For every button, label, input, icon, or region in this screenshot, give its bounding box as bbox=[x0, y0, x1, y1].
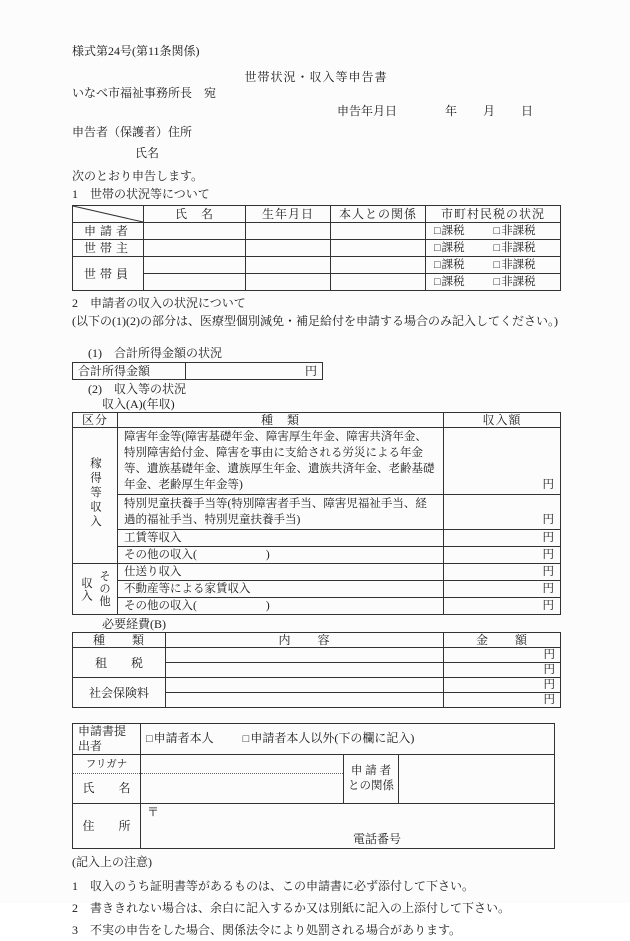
member1-tax-cell bbox=[426, 257, 561, 274]
income-row bbox=[73, 598, 561, 615]
expense-detail-cell[interactable] bbox=[166, 663, 444, 678]
form-title: 世帯状況・収入等申告書 bbox=[244, 70, 388, 84]
section2-heading: 2 申請者の収入の状況について bbox=[72, 296, 246, 310]
member2-birthdate-cell[interactable] bbox=[246, 274, 331, 291]
address-label: 住 所 bbox=[73, 804, 141, 849]
relation-to-applicant-label: 申 請 者 との関係 bbox=[344, 755, 399, 804]
amount-cell[interactable] bbox=[444, 678, 561, 693]
amount-cell[interactable] bbox=[444, 495, 561, 530]
income-header-row bbox=[73, 413, 561, 428]
amount-cell[interactable] bbox=[444, 663, 561, 678]
section2-note: (以下の(1)(2)の部分は、医療型個別減免・補足給付を申請する場合のみ記入してください。) bbox=[72, 314, 558, 328]
expense-table bbox=[72, 632, 561, 708]
intro-text: 次のとおり申告します。 bbox=[72, 169, 204, 183]
expense-row bbox=[73, 648, 561, 663]
applicant-tax-cell bbox=[426, 223, 561, 240]
income-row bbox=[73, 530, 561, 547]
taxable-checkbox[interactable] bbox=[434, 276, 465, 288]
checkbox-icon: □ bbox=[242, 733, 250, 745]
amount-cell[interactable] bbox=[444, 598, 561, 615]
date-year-label: 年 bbox=[445, 104, 458, 118]
col-header-birthdate: 生年月日 bbox=[246, 206, 331, 223]
nontaxable-label: 非課税 bbox=[501, 242, 536, 254]
notes-heading: (記入上の注意) bbox=[72, 855, 152, 869]
declarant-address-label: 申告者（保護者）住所 bbox=[72, 125, 193, 139]
member1-name-cell[interactable] bbox=[144, 257, 246, 274]
yen-unit: 円 bbox=[543, 694, 555, 706]
taxable-label: 課税 bbox=[441, 259, 465, 271]
col-header-name: 氏 名 bbox=[144, 206, 246, 223]
member1-relation-cell[interactable] bbox=[331, 257, 426, 274]
household-header-row bbox=[73, 206, 561, 223]
date-label: 申告年月日 bbox=[337, 104, 398, 118]
income-type-wages: 工賃等収入 bbox=[118, 530, 444, 547]
submitter-row bbox=[73, 724, 555, 755]
submitter-label: 申請書提出者 bbox=[73, 724, 141, 755]
addressee: いなべ市福祉事務所長 宛 bbox=[72, 86, 217, 100]
expense-detail-cell[interactable] bbox=[166, 678, 444, 693]
amount-cell[interactable] bbox=[444, 530, 561, 547]
member2-relation-cell[interactable] bbox=[331, 274, 426, 291]
checkbox-icon: □ bbox=[493, 259, 501, 271]
checkbox-icon: □ bbox=[434, 225, 441, 237]
diagonal-line-icon bbox=[73, 206, 143, 222]
household-head-tax-cell bbox=[426, 240, 561, 257]
nontaxable-checkbox[interactable] bbox=[494, 276, 536, 288]
submitter-address-row bbox=[73, 804, 555, 849]
earned-income-group-label: 稼得等収入 bbox=[73, 428, 118, 564]
form-number: 様式第24号(第11条関係) bbox=[72, 44, 200, 58]
checkbox-icon: □ bbox=[493, 225, 501, 237]
taxable-label: 課税 bbox=[441, 225, 465, 237]
applicant-relation-cell[interactable] bbox=[331, 223, 426, 240]
yen-unit: 円 bbox=[304, 364, 317, 378]
income-a-label: 収入(A)(年収) bbox=[102, 397, 175, 411]
sub2-heading: (2) 収入等の状況 bbox=[88, 382, 186, 396]
expense-detail-cell[interactable] bbox=[166, 648, 444, 663]
date-day-label: 日 bbox=[521, 104, 534, 118]
household-member-row bbox=[73, 257, 561, 274]
amount-cell[interactable] bbox=[444, 547, 561, 564]
name-input-area[interactable] bbox=[141, 774, 343, 803]
checkbox-icon: □ bbox=[493, 242, 501, 254]
income-type-other-earned[interactable]: その他の収入( ) bbox=[118, 547, 444, 564]
declarant-name-label: 氏名 bbox=[135, 146, 160, 160]
col-header-relation: 本人との関係 bbox=[331, 206, 426, 223]
declaration-date-line bbox=[337, 104, 560, 118]
yen-unit: 円 bbox=[542, 600, 554, 612]
amount-cell[interactable] bbox=[444, 581, 561, 598]
other-income-group-label: 収入 その他 bbox=[73, 564, 118, 615]
household-table bbox=[72, 205, 561, 291]
expenses-b-label: 必要経費(B) bbox=[102, 617, 166, 631]
yen-unit: 円 bbox=[543, 679, 555, 691]
nontaxable-label: 非課税 bbox=[501, 259, 536, 271]
amount-cell[interactable] bbox=[444, 693, 561, 708]
nontaxable-checkbox[interactable] bbox=[494, 259, 536, 271]
yen-unit: 円 bbox=[542, 583, 554, 595]
furigana-input-area[interactable] bbox=[141, 755, 343, 774]
applicant-row-label: 申請者 bbox=[73, 223, 144, 240]
income-type-disability-pension: 障害年金等(障害基礎年金、障害厚生年金、障害共済年金、特別障害給付金、障害を事由に支給される労災による年金等、遺族基礎年金、遺族厚生年金、遺族共済年金、老齢基礎年金、老齢厚生年金等) bbox=[118, 428, 444, 495]
postal-mark: 〒 bbox=[147, 805, 160, 819]
yen-unit: 円 bbox=[542, 514, 554, 526]
col-header-type: 種 類 bbox=[118, 413, 444, 428]
total-income-label: 合計所得金額 bbox=[73, 363, 186, 380]
note-item: 3 不実の申告をした場合、関係法令により処罰される場合があります。 bbox=[72, 923, 462, 937]
household-head-name-cell[interactable] bbox=[144, 240, 246, 257]
income-row bbox=[73, 564, 561, 581]
total-income-table bbox=[72, 362, 323, 380]
col-header-amount: 収入額 bbox=[444, 413, 561, 428]
household-head-birthdate-cell[interactable] bbox=[246, 240, 331, 257]
checkbox-icon: □ bbox=[434, 259, 441, 271]
member2-tax-cell bbox=[426, 274, 561, 291]
taxable-label: 課税 bbox=[441, 242, 465, 254]
col-header-amount: 金 額 bbox=[444, 633, 561, 648]
total-income-amount-cell[interactable] bbox=[186, 363, 323, 380]
expense-detail-cell[interactable] bbox=[166, 693, 444, 708]
member2-name-cell[interactable] bbox=[144, 274, 246, 291]
submitter-name-input-cell[interactable] bbox=[141, 755, 344, 804]
furigana-label: フリガナ bbox=[73, 755, 140, 774]
col-header-type: 種 類 bbox=[73, 633, 166, 648]
taxable-label: 課税 bbox=[441, 276, 465, 288]
phone-number-label: 電話番号 bbox=[353, 832, 402, 846]
date-month-label: 月 bbox=[483, 104, 496, 118]
yen-unit: 円 bbox=[542, 549, 554, 561]
taxable-checkbox[interactable] bbox=[434, 259, 465, 271]
col-header-detail: 内 容 bbox=[166, 633, 444, 648]
nontaxable-label: 非課税 bbox=[501, 225, 536, 237]
note-item: 2 書ききれない場合は、余白に記入するか又は別紙に記入の上添付して下さい。 bbox=[72, 901, 511, 915]
name-label: 氏 名 bbox=[82, 781, 131, 795]
income-type-child-allowance: 特別児童扶養手当等(特別障害者手当、障害児福祉手当、経過的福祉手当、特別児童扶養手当) bbox=[118, 495, 444, 530]
income-row bbox=[73, 495, 561, 530]
yen-unit: 円 bbox=[543, 649, 555, 661]
member1-birthdate-cell[interactable] bbox=[246, 257, 331, 274]
household-head-row bbox=[73, 240, 561, 257]
income-table bbox=[72, 412, 561, 615]
household-head-relation-cell[interactable] bbox=[331, 240, 426, 257]
social-insurance-group-label: 社会保険料 bbox=[73, 678, 166, 708]
yen-unit: 円 bbox=[542, 566, 554, 578]
applicant-birthdate-cell[interactable] bbox=[246, 223, 331, 240]
income-type-rent: 不動産等による家賃収入 bbox=[118, 581, 444, 598]
income-type-other[interactable]: その他の収入( ) bbox=[118, 598, 444, 615]
furigana-name-label-cell bbox=[73, 755, 141, 804]
expense-row bbox=[73, 678, 561, 693]
income-row bbox=[73, 547, 561, 564]
address-input-cell[interactable] bbox=[141, 804, 555, 849]
submitter-options-cell bbox=[141, 724, 555, 755]
tax-group-label: 租 税 bbox=[73, 648, 166, 678]
yen-unit: 円 bbox=[542, 532, 554, 544]
amount-cell[interactable] bbox=[444, 564, 561, 581]
taxable-checkbox[interactable] bbox=[434, 225, 465, 237]
nontaxable-checkbox[interactable] bbox=[494, 242, 536, 254]
section1-heading: 1 世帯の状況等について bbox=[72, 187, 210, 201]
applicant-other-label: 申請者本人以外(下の欄に記入) bbox=[250, 731, 415, 745]
applicant-self-checkbox[interactable] bbox=[146, 731, 214, 745]
amount-cell[interactable] bbox=[444, 428, 561, 495]
amount-cell[interactable] bbox=[444, 648, 561, 663]
household-member-row-label: 世帯員 bbox=[73, 257, 144, 291]
income-type-remittance: 仕送り収入 bbox=[118, 564, 444, 581]
col-header-tax-status: 市町村民税の状況 bbox=[426, 206, 561, 223]
expense-header-row bbox=[73, 633, 561, 648]
checkbox-icon: □ bbox=[493, 276, 501, 288]
checkbox-icon: □ bbox=[146, 733, 153, 745]
taxable-checkbox[interactable] bbox=[434, 242, 465, 254]
income-row bbox=[73, 581, 561, 598]
applicant-self-label: 申請者本人 bbox=[153, 731, 214, 745]
applicant-name-cell[interactable] bbox=[144, 223, 246, 240]
applicant-row bbox=[73, 223, 561, 240]
household-head-row-label: 世帯主 bbox=[73, 240, 144, 257]
yen-unit: 円 bbox=[542, 479, 554, 491]
applicant-other-checkbox[interactable] bbox=[243, 731, 415, 745]
checkbox-icon: □ bbox=[434, 276, 441, 288]
col-header-category: 区分 bbox=[73, 413, 118, 428]
relation-input-cell[interactable] bbox=[399, 755, 555, 804]
sub1-heading: (1) 合計所得金額の状況 bbox=[88, 346, 222, 360]
yen-unit: 円 bbox=[543, 664, 555, 676]
income-row bbox=[73, 428, 561, 495]
diagonal-header-cell bbox=[73, 206, 144, 223]
nontaxable-checkbox[interactable] bbox=[494, 225, 536, 237]
checkbox-icon: □ bbox=[434, 242, 441, 254]
note-item: 1 収入のうち証明書等があるものは、この申請書に必ず添付して下さい。 bbox=[72, 879, 475, 893]
household-member-row bbox=[73, 274, 561, 291]
nontaxable-label: 非課税 bbox=[501, 276, 536, 288]
submitter-table bbox=[72, 723, 555, 849]
submitter-name-row bbox=[73, 755, 555, 804]
